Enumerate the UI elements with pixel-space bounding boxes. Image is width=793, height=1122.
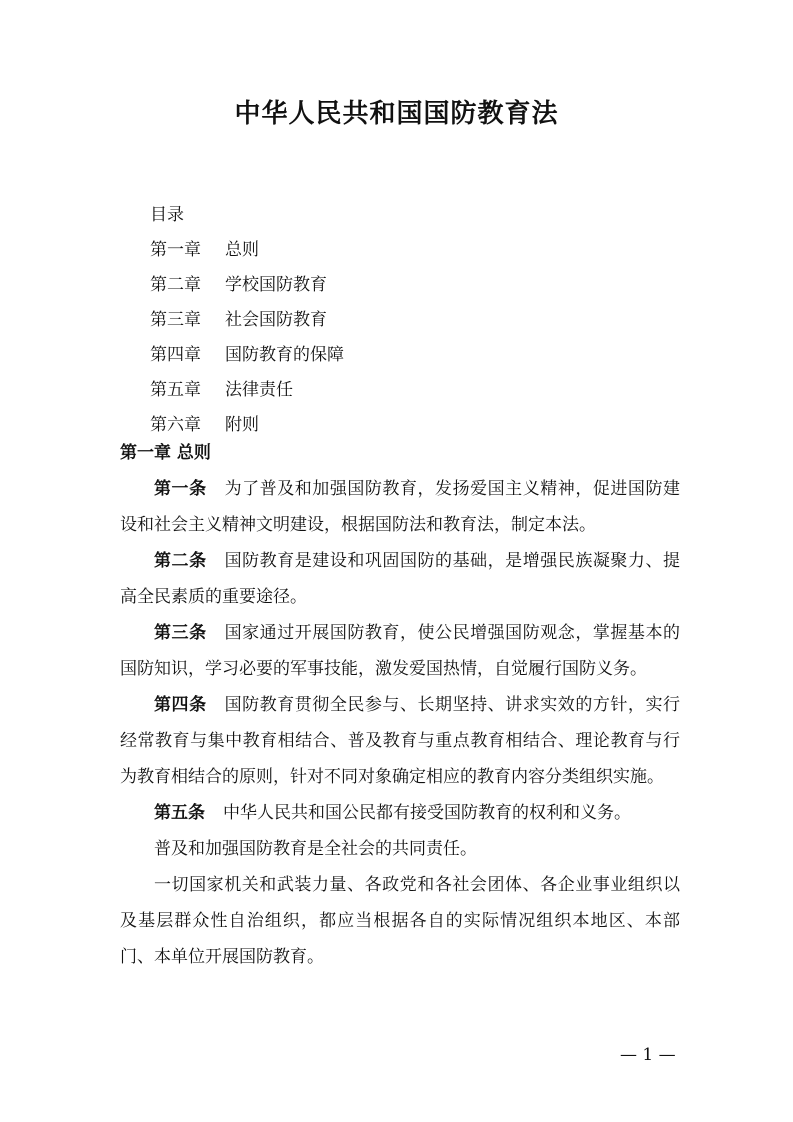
- article-number: 第五条: [154, 803, 205, 823]
- table-of-contents: [150, 198, 344, 443]
- toc-heading: 目录: [150, 205, 184, 225]
- document-title: 中华人民共和国国防教育法: [234, 99, 559, 129]
- toc-item-chapter-2: [150, 268, 344, 303]
- toc-chapter-name: 学校国防教育: [225, 275, 327, 295]
- article-5: [120, 795, 680, 831]
- article-text: 国家通过开展国防教育，使公民增强国防观念，掌握基本的国防知识，学习必要的军事技能，激发爱国热情，自觉履行国防义务。: [120, 623, 681, 679]
- chapter-1-body: [120, 436, 680, 975]
- article-text: 国防教育是建设和巩固国防的基础，是增强民族凝聚力、提高全民素质的重要途径。: [120, 551, 681, 607]
- article-text: 国防教育贯彻全民参与、长期坚持、讲求实效的方针，实行经常教育与集中教育相结合、普及教育与重点教育相结合、理论教育与行为教育相结合的原则，针对不同对象确定相应的教育内容分类组织实施。: [120, 695, 681, 787]
- article-1: [120, 471, 680, 543]
- article-text: 为了普及和加强国防教育，发扬爱国主义精神，促进国防建设和社会主义精神文明建设，根据国防法和教育法，制定本法。: [120, 479, 681, 535]
- article-number: 第二条: [154, 551, 207, 571]
- toc-item-chapter-5: [150, 373, 344, 408]
- article-4: [120, 687, 680, 795]
- toc-item-chapter-3: [150, 303, 344, 338]
- article-5-paragraph-2: 普及和加强国防教育是全社会的共同责任。: [154, 839, 477, 859]
- toc-chapter-name: 社会国防教育: [225, 310, 327, 330]
- chapter-heading: 第一章 总则: [120, 443, 211, 463]
- article-number: 第一条: [154, 479, 207, 499]
- article-text: 中华人民共和国公民都有接受国防教育的权利和义务。: [223, 803, 631, 823]
- toc-chapter-number: 第三章: [150, 310, 201, 330]
- article-number: 第四条: [154, 695, 207, 715]
- article-2: [120, 543, 680, 615]
- toc-chapter-number: 第一章: [150, 240, 201, 260]
- article-number: 第三条: [154, 623, 207, 643]
- toc-chapter-name: 附则: [225, 415, 259, 435]
- toc-chapter-name: 国防教育的保障: [225, 345, 344, 365]
- toc-item-chapter-1: [150, 233, 344, 268]
- page-number: — 1 —: [620, 1045, 676, 1065]
- article-5-paragraph-3: 一切国家机关和武装力量、各政党和各社会团体、各企业事业组织以及基层群众性自治组织，都应当根据各自的实际情况组织本地区、本部门、本单位开展国防教育。: [120, 875, 680, 967]
- toc-chapter-number: 第五章: [150, 380, 201, 400]
- article-3: [120, 615, 680, 687]
- toc-chapter-name: 总则: [225, 240, 259, 260]
- toc-chapter-number: 第六章: [150, 415, 201, 435]
- toc-item-chapter-4: [150, 338, 344, 373]
- toc-chapter-name: 法律责任: [225, 380, 293, 400]
- toc-chapter-number: 第四章: [150, 345, 201, 365]
- toc-chapter-number: 第二章: [150, 275, 201, 295]
